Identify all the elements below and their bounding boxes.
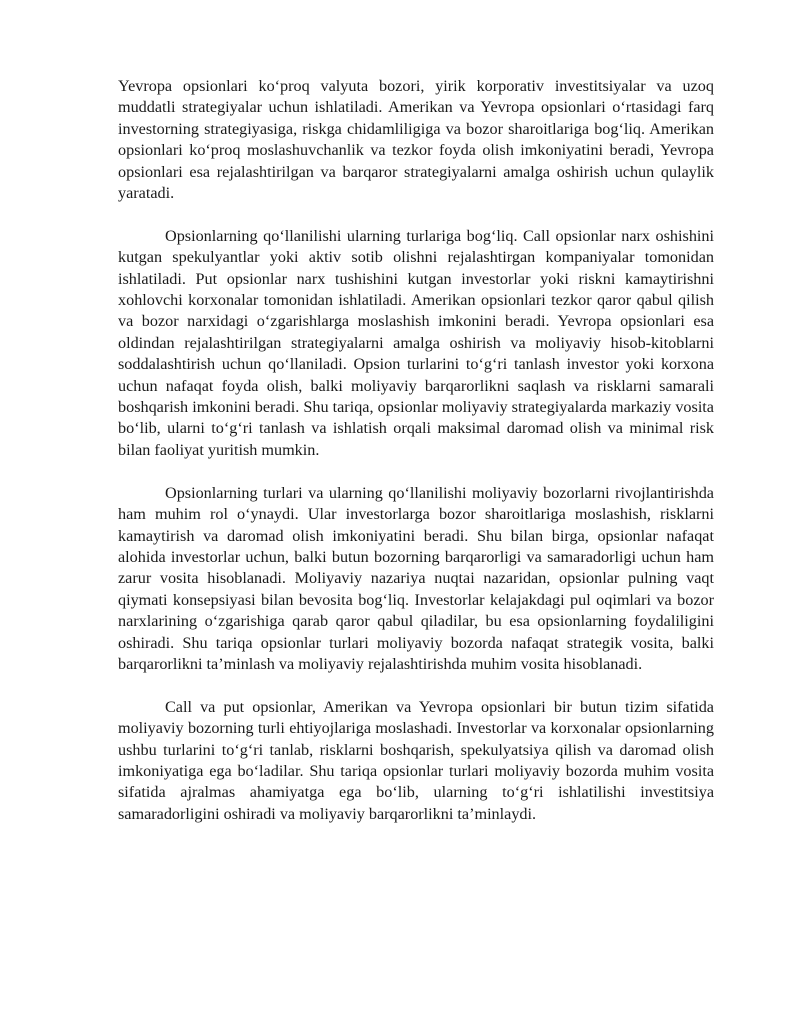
paragraph-2: Opsionlarning qo‘llanilishi ularning turlariga bog‘liq. Call opsionlar narx oshishini kutgan spekulyantlar yoki aktiv sotib olishni rejalashtirgan kompaniyalar tomonidan ishlatiladi. Put opsionlar narx tushishini kutgan investorlar yoki riskni kamaytirishni xohlovchi korxonalar tomonidan ishlatiladi. Amerikan opsionlari tezkor qaror qabul qilish va bozor narxidagi o‘zgarishlarga moslashish imkonini beradi. Yevropa opsionlari esa oldindan rejalashtirilgan strategiyalarni amalga oshirish va moliyaviy hisob-kitoblarni soddalashtirish uchun qo‘llaniladi. Opsion turlarini to‘g‘ri tanlash investor yoki korxona uchun nafaqat foyda olish, balki moliyaviy barqarorlikni saqlash va risklarni samarali boshqarish imkonini beradi. Shu tariqa, opsionlar moliyaviy strategiyalarda markaziy vosita bo‘lib, ularni to‘g‘ri tanlash va ishlatish orqali maksimal daromad olish va minimal risk bilan faoliyat yuritish mumkin. (118, 226, 714, 459)
paragraph-1: Yevropa opsionlari ko‘proq valyuta bozori, yirik korporativ investitsiyalar va uzoq muddatli strategiyalar uchun ishlatiladi. Amerikan va Yevropa opsionlari o‘rtasidagi farq investorning strategiyasiga, riskga chidamliligiga va bozor sharoitlariga bog‘liq. Amerikan opsionlari ko‘proq moslashuvchanlik va tezkor foyda olish imkoniyatini beradi, Yevropa opsionlari esa rejalashtirilgan va barqaror strategiyalarni amalga oshirish uchun qulaylik yaratadi. (118, 77, 714, 203)
paragraph-3: Opsionlarning turlari va ularning qo‘llanilishi moliyaviy bozorlarni rivojlantirishda ham muhim rol o‘ynaydi. Ular investorlarga bozor sharoitlariga moslashish, risklarni kamaytirish va daromad olish imkoniyatini beradi. Shu bilan birga, opsionlar nafaqat alohida investorlar uchun, balki butun bozorning barqarorligi va samaradorligi uchun ham zarur vosita hisoblanadi. Moliyaviy nazariya nuqtai nazaridan, opsionlar pulning vaqt qiymati konsepsiyasi bilan bevosita bog‘liq. Investorlar kelajakdagi pul oqimlari va bozor narxlarining o‘zgarishiga qarab qaror qabul qiladilar, bu esa opsionlarning foydaliligini oshiradi. Shu tariqa opsionlar turlari moliyaviy bozorda nafaqat strategik vosita, balki barqarorlikni ta’minlash va moliyaviy rejalashtirishda muhim vosita hisoblanadi. (118, 483, 714, 673)
document-body (118, 76, 714, 847)
paragraph-4: Call va put opsionlar, Amerikan va Yevropa opsionlari bir butun tizim sifatida moliyaviy bozorning turli ehtiyojlariga moslashadi. Investorlar va korxonalar opsionlarning ushbu turlarini to‘g‘ri tanlab, risklarni boshqarish, spekulyatsiya qilish va daromad olish imkoniyatiga ega bo‘ladilar. Shu tariqa opsionlar turlari moliyaviy bozorda muhim vosita sifatida ajralmas ahamiyatga ega bo‘lib, ularning to‘g‘ri ishlatilishi investitsiya samaradorligini oshiradi va moliyaviy barqarorlikni ta’minlaydi. (118, 697, 714, 823)
